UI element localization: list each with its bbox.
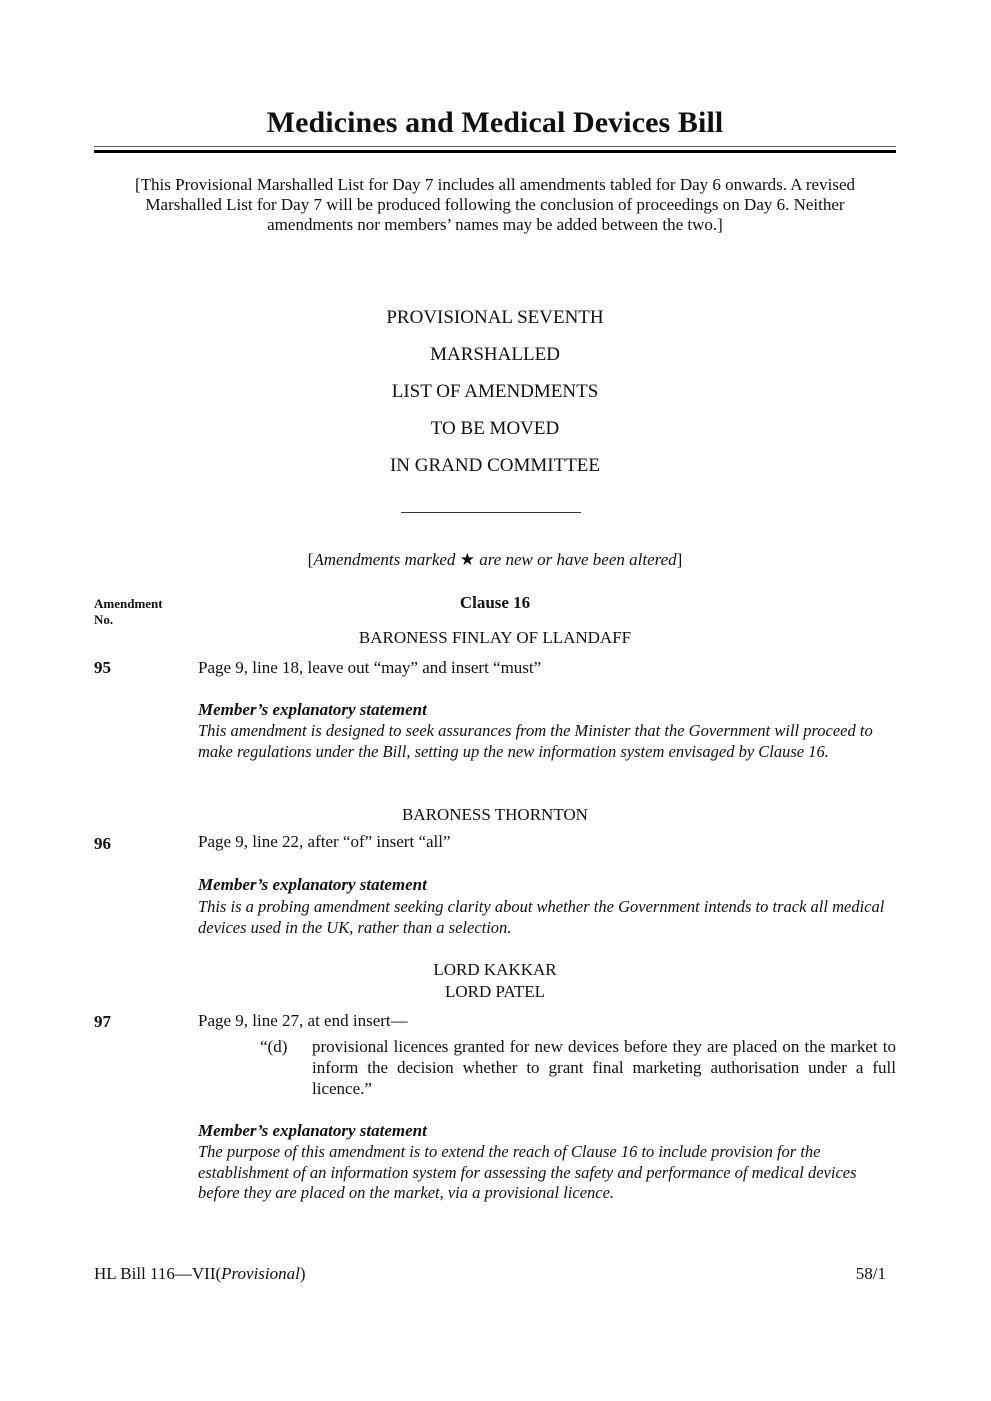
paragraph-text: provisional licences granted for new devices before they are placed on the market to inform the decision whether to grant final marketing authorisation under a full licence.” [312,1037,896,1098]
title-rule-thin [94,146,896,147]
star-note: [Amendments marked ★ are new or have been altered] [307,550,683,569]
amendment-sponsor: BARONESS THORNTON [402,805,588,824]
heading-line: LIST OF AMENDMENTS [391,381,599,402]
heading-line: MARSHALLED [430,344,560,365]
amendment-number-column-label: Amendment No. [94,596,163,627]
amendment-sponsor: LORD PATEL [445,982,545,1001]
amendment-text: Page 9, line 22, after “of” insert “all” [198,832,451,851]
bill-reference: HL Bill 116—VII(Provisional) [94,1264,306,1283]
amendment-sponsor: LORD KAKKAR [433,960,557,979]
statement-heading: Member’s explanatory statement [198,875,427,894]
statement-body: The purpose of this amendment is to extend the reach of Clause 16 to include provision for the establishment of an information system for assessing the safety and performance of medical devices before they are placed on the market, via a provisional licence. [198,1142,857,1202]
inserted-paragraph [260,1036,896,1099]
amendment-number: 95 [94,658,111,677]
statement-heading: Member’s explanatory statement [198,700,427,719]
list-heading [94,305,896,490]
title-rule-thick [94,150,896,153]
amendment-text: Page 9, line 27, at end insert— [198,1011,408,1030]
amendment-sponsor: BARONESS FINLAY OF LLANDAFF [358,628,632,647]
amendment-number: 97 [94,1012,111,1031]
paragraph-label: “(d) [260,1037,288,1056]
page-number: 58/1 [855,1264,886,1283]
heading-line: IN GRAND COMMITTEE [389,455,601,476]
amendment-text: Page 9, line 18, leave out “may” and insert “must” [198,658,542,677]
heading-line: PROVISIONAL SEVENTH [386,307,604,328]
amendment-number: 96 [94,834,111,853]
statement-body: This is a probing amendment seeking clarity about whether the Government intends to track all medical devices used in the UK, rather than a selection. [198,897,885,937]
heading-line: TO BE MOVED [430,418,560,439]
intro-note: [This Provisional Marshalled List for Day 7 includes all amendments tabled for Day 6 onwards. A revised Marshalled List for Day 7 will be produced following the conclusion of proceedings on Day 6. Neither amendments nor members’ names may be added between the two.] [135,175,855,234]
clause-heading: Clause 16 [459,593,531,612]
statement-heading: Member’s explanatory statement [198,1121,427,1140]
statement-body: This amendment is designed to seek assurances from the Minister that the Government will proceed to make regulations under the Bill, setting up the new information system envisaged by Clause 16. [198,721,873,761]
separator-rule [401,512,581,513]
star-icon: ★ [459,550,475,569]
document-title: Medicines and Medical Devices Bill [266,106,724,139]
